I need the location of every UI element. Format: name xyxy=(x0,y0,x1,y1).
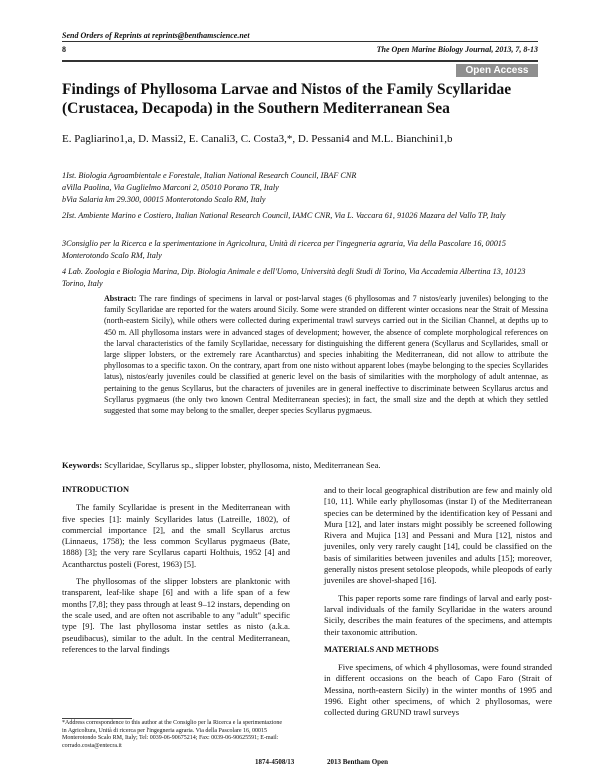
header-rule-thick xyxy=(62,60,538,62)
publisher-line: 2013 Bentham Open xyxy=(327,758,389,766)
affiliation-1b: bVia Salaria km 29.300, 00015 Monterotondo Scalo RM, Italy xyxy=(62,195,266,204)
methods-paragraph-1: Five specimens, of which 4 phyllosomas, were found stranded in different occasions on the beach of Capo Faro (Strait of Messina, north-eastern Sicily) in the winter months of 1995 and 1996. Eight other specimens, of which 2 phyllosomas, were collected during GRUND trawl surveys xyxy=(324,662,552,718)
section-heading-introduction: INTRODUCTION xyxy=(62,485,130,494)
section-heading-methods: MATERIALS AND METHODS xyxy=(324,644,439,654)
correspondence-footnote: *Address correspondence to this author at the Consiglio per la Ricerca e la sperimentazione in Agricoltura, Unità di ricerca per l'ingegneria agraria. Via della Pascolare 16, 00015 Monterotondo Scalo RM, Italy; Tel: 0039-06-90675214; Fax: 0039-06-90625591; E-mail: corrado.costa@entecra.it xyxy=(62,720,283,749)
affiliation-1: 1Ist. Biologia Agroambientale e Forestale, Italian National Research Council, IBAF CNR xyxy=(62,171,357,180)
affiliation-4: 4 Lab. Zoologia e Biologia Marina, Dip. Biologia Animale e dell'Uomo, Università degli Studi di Torino, Via Accademia Albertina 13, 10123 Torino, Italy xyxy=(62,267,526,288)
article-title: Findings of Phyllosoma Larvae and Nistos of the Family Scyllaridae (Crustacea, Decapoda) in the Southern Mediterranean Sea xyxy=(62,81,512,117)
abstract-text: The rare findings of specimens in larval or post-larval stages (6 phyllosomas and 7 nistos/early juveniles) belonging to the family Scyllaridae are reported for the waters around Sicily. Some were stranded on different winter occasions near the Strait of Messina (north-eastern Sicily), while others were collected during experimental trawl surveys carried out in the Sicilian Channel, at depths up to 450 m. All phyllosoma instars were in advanced stages of development; however, the absence of complete morphological references on the larval characteristics of the family Scyllaridae, necessary for distinguishing the different genera (Scyllarus and Scyllarides, small or large slipper lobsters, or the extremely rare Acantharctus) and species inhabiting the Mediterranean, did not allow to attribute the phyllosomas to a specific taxon. On the contrary, apart from one nisto without apparent lobes (maybe belonging to the species Scyllarides latus), nistos/early juveniles could be classified at generic level on the basis of similarities with the morphology of adult antennae, as pertaining to the genus Scyllarus, but the characters of juveniles are in general ineffective to discriminate between Scyllarus arctus and Scyllarus pygmaeus (the only two known Central Mediterranean species); in fact, the small size and the depth at which they settled suggested that some may belong to the smaller, deeper species Scyllarus pygmaeus. xyxy=(104,294,548,416)
column-right xyxy=(324,485,552,725)
reprints-notice: Send Orders of Reprints at reprints@benthamscience.net xyxy=(62,31,250,40)
keywords-text: Scyllaridae, Scyllarus sp., slipper lobster, phyllosoma, nisto, Mediterranean Sea. xyxy=(104,460,381,470)
intro-paragraph-4: This paper reports some rare findings of larval and early post-larval individuals of the family Scyllaridae in the waters around Sicily, describes the main features of the specimens, and attempts their taxonomic attribution. xyxy=(324,592,552,637)
abstract-label: Abstract: xyxy=(104,294,137,303)
issn: 1874-4508/13 xyxy=(255,758,295,766)
affiliation-2: 2Ist. Ambiente Marino e Costiero, Italian National Research Council, IAMC CNR, Via L. Vaccara 61, 91026 Mazara del Vallo TP, Italy xyxy=(62,211,506,220)
journal-citation: The Open Marine Biology Journal, 2013, 7, 8-13 xyxy=(376,45,538,54)
column-left xyxy=(62,484,290,661)
affiliation-3: 3Consiglio per la Ricerca e la sperimentazione in Agricoltura, Unità di ricerca per l'ingegneria agraria, Via della Pascolare 16, 00015 Monterotondo Scalo RM, Italy xyxy=(62,239,506,260)
intro-paragraph-3: and to their local geographical distribution are few and mainly old [10, 11]. While early phyllosomas (instar I) of the Mediterranean species can be determined by the identification key of Pessani and Mura [12], and later instars might possibly be screened following Rivera and Mujica [13] and Pessani and Mura [12], nistos and juveniles, only very rarely caught [14], could be classified on the basis of similarities between juveniles and adults [15]; moreover, generally nistos present setolose pleopods, while pleopods of early juveniles are shovel-shaped [16]. xyxy=(324,485,552,586)
open-access-badge: Open Access xyxy=(456,64,538,77)
page-number: 8 xyxy=(62,45,66,54)
author-list: E. Pagliarino1,a, D. Massi2, E. Canali3, C. Costa3,*, D. Pessani4 and M.L. Bianchini1,b xyxy=(62,133,453,145)
intro-paragraph-1: The family Scyllaridae is present in the Mediterranean with five species [1]: mainly Scyllarides latus (Latreille, 1802), of commercial importance [2], and the small Scyllarus arctus (Linnaeus, 1758); the less common Scyllarus pygmaeus (Bate, 1888) [3]; the very rare Scyllarus caparti Holthuis, 1952 [4] and Acantharctus posteli (Forest, 1963) [5]. xyxy=(62,502,290,569)
keywords xyxy=(62,460,381,470)
footnote-rule xyxy=(62,718,132,719)
abstract xyxy=(104,293,548,416)
intro-paragraph-2: The phyllosomas of the slipper lobsters are planktonic with transparent, leaf-like shape [6] and with a life span of a few months [7,8]; they pass through at least 9–12 instars, depending on the scale used, and are often not ascribable to any "adult" specific type [9]. The last phyllosoma instar settles as nisto (a.k.a. pseudibacus), similar to the adult. In the central Mediterranean, references to the larval findings xyxy=(62,576,290,654)
affiliation-1a: aVilla Paolina, Via Guglielmo Marconi 2, 05010 Porano TR, Italy xyxy=(62,183,279,192)
header-rule xyxy=(62,41,538,42)
keywords-label: Keywords: xyxy=(62,460,103,470)
